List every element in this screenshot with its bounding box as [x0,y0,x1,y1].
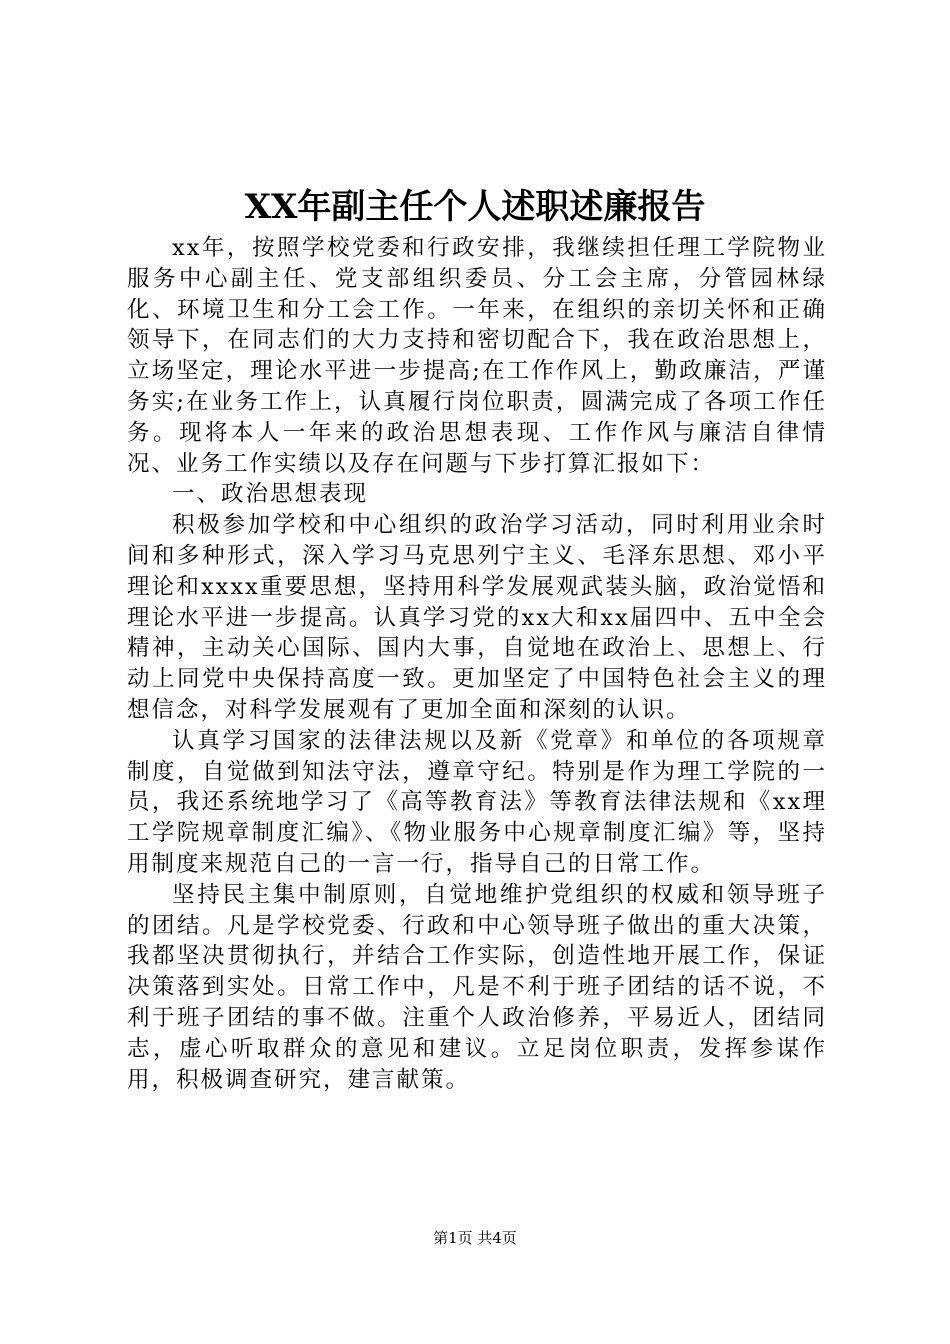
section-heading-political: 一、政治思想表现 [172,481,369,508]
paragraph-intro: xx年，按照学校党委和行政安排，我继续担任理工学院物业服务中心副主任、党支部组织委员、分工会主席，分管园林绿化、环境卫生和分工会工作。一年来，在组织的亲切关怀和正确领导下，在同志们的大力支持和密切配合下，我在政治思想上，立场坚定，理论水平进一步提高;在工作作风上，勤政廉洁，严谨务实;在业务工作上，认真履行岗位职责，圆满完成了各项工作任务。现将本人一年来的政治思想表现、工作作风与廉洁自律情况、业务工作实绩以及存在问题与下步打算汇报如下： [127,235,827,477]
paragraph-democratic-centralism: 坚持民主集中制原则，自觉地维护党组织的权威和领导班子的团结。凡是学校党委、行政和中心领导班子做出的重大决策，我都坚决贯彻执行，并结合工作实际，创造性地开展工作，保证决策落到实处。日常工作中，凡是不利于班子团结的话不说，不利于班子团结的事不做。注重个人政治修养，平易近人，团结同志，虚心听取群众的意见和建议。立足岗位职责，发挥参谋作用，积极调查研究，建言献策。 [127,881,827,1093]
page-footer: 第1页 共4页 [433,1229,517,1247]
paragraph-political-study: 积极参加学校和中心组织的政治学习活动，同时利用业余时间和多种形式，深入学习马克思列宁主义、毛泽东思想、邓小平理论和xxxx重要思想，坚持用科学发展观武装头脑，政治觉悟和理论水平进一步提高。认真学习党的xx大和xx届四中、五中全会精神，主动关心国际、国内大事，自觉地在政治上、思想上、行动上同党中央保持高度一致。更加坚定了中国特色社会主义的理想信念，对科学发展观有了更加全面和深刻的认识。 [127,512,827,723]
document-body [127,233,827,1095]
paragraph-law-study: 认真学习国家的法律法规以及新《党章》和单位的各项规章制度，自觉做到知法守法，遵章守纪。特别是作为理工学院的一员，我还系统地学习了《高等教育法》等教育法律法规和《xx理工学院规章制度汇编》、《物业服务中心规章制度汇编》等，坚持用制度来规范自己的一言一行，指导自己的日常工作。 [127,727,827,877]
document-title: XX年副主任个人述职述廉报告 [244,187,706,227]
